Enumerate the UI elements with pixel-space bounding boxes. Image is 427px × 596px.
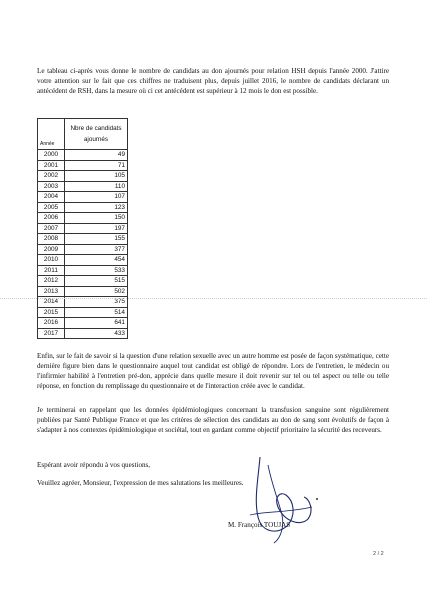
table-row [38,213,128,224]
table-row [38,307,128,318]
year-cell: 2005 [38,202,65,213]
table-row [38,171,128,182]
count-cell: 107 [65,192,128,203]
handwritten-signature [238,455,318,547]
year-cell: 2007 [38,223,65,234]
year-cell: 2011 [38,265,65,276]
count-header-line2: ajournés [83,136,109,143]
count-cell: 375 [65,297,128,308]
page-fold-line [0,298,427,299]
count-cell: 533 [65,265,128,276]
table-row [38,192,128,203]
ink-dot [316,498,318,500]
count-cell: 110 [65,181,128,192]
count-cell: 123 [65,202,128,213]
count-cell: 502 [65,286,128,297]
table-row [38,318,128,329]
signatory-name: M. François TOUJAS [228,521,291,529]
count-cell: 641 [65,318,128,329]
count-cell: 454 [65,255,128,266]
year-cell: 2009 [38,244,65,255]
year-cell: 2013 [38,286,65,297]
table-row [38,202,128,213]
count-cell: 150 [65,213,128,224]
count-cell: 71 [65,160,128,171]
year-cell: 2008 [38,234,65,245]
year-cell: 2014 [38,297,65,308]
table-row [38,244,128,255]
table-row [38,223,128,234]
year-cell: 2015 [38,307,65,318]
count-cell: 197 [65,223,128,234]
deferred-candidates-table [37,118,128,339]
year-cell: 2000 [38,150,65,161]
table-row [38,181,128,192]
year-cell: 2001 [38,160,65,171]
year-cell: 2002 [38,171,65,182]
count-column-header [65,119,128,150]
year-column-header: Année [38,119,65,150]
table-row [38,276,128,287]
year-cell: 2010 [38,255,65,266]
year-cell: 2003 [38,181,65,192]
question-paragraph: Enfin, sur le fait de savoir si la question d'une relation sexuelle avec un autre homme est posée de façon systématique, cette dernière figure bien dans le questionnaire auquel tout candidat est obligé de répondre. Lors de l'entretien, le médecin ou l'infirmier habilité à l'entretien pré-don, apprécie dans quelle mesure il doit revenir sur tel ou tel aspect ou telle ou telle réponse, en fonction du remplissage du questionnaire et de l'interaction créée avec le candidat. [37,352,389,390]
table-header-row [38,119,128,150]
table-row [38,234,128,245]
table-row [38,160,128,171]
page-number: 2 / 2 [373,551,384,557]
year-cell: 2016 [38,318,65,329]
year-cell: 2006 [38,213,65,224]
table-row [38,265,128,276]
count-cell: 433 [65,328,128,339]
year-cell: 2004 [38,192,65,203]
count-cell: 49 [65,150,128,161]
table-row [38,328,128,339]
salutation-paragraph: Veuillez agréer, Monsieur, l'expression de mes salutations les meilleures. [37,479,244,487]
table-row [38,150,128,161]
count-cell: 514 [65,307,128,318]
table-row [38,286,128,297]
table-body [38,150,128,339]
hope-paragraph: Espérant avoir répondu à vos questions, [37,461,151,469]
count-header-line1: Nbre de candidats [70,125,122,132]
count-cell: 155 [65,234,128,245]
count-cell: 515 [65,276,128,287]
year-cell: 2012 [38,276,65,287]
count-cell: 105 [65,171,128,182]
count-cell: 377 [65,244,128,255]
year-cell: 2017 [38,328,65,339]
closing-paragraph: Je terminerai en rappelant que les données épidémiologiques concernant la transfusion sanguine sont régulièrement publiées par Santé Publique France et que les critères de sélection des candidats au don de sang sont évolutifs de façon à s'adapter à nos contextes épidémiologique et sociétal, tout en gardant comme objectif prioritaire la sécurité des receveurs. [37,406,389,434]
intro-paragraph: Le tableau ci-après vous donne le nombre de candidats au don ajournés pour relation HSH depuis l'année 2000. J'attire votre attention sur le fait que ces chiffres ne traduisent plus, depuis juillet 2016, le nombre de candidats déclarant un antécédent de RSH, dans la mesure où ci cet antécédent est supérieur à 12 mois le don est possible. [37,67,389,95]
table-row [38,255,128,266]
